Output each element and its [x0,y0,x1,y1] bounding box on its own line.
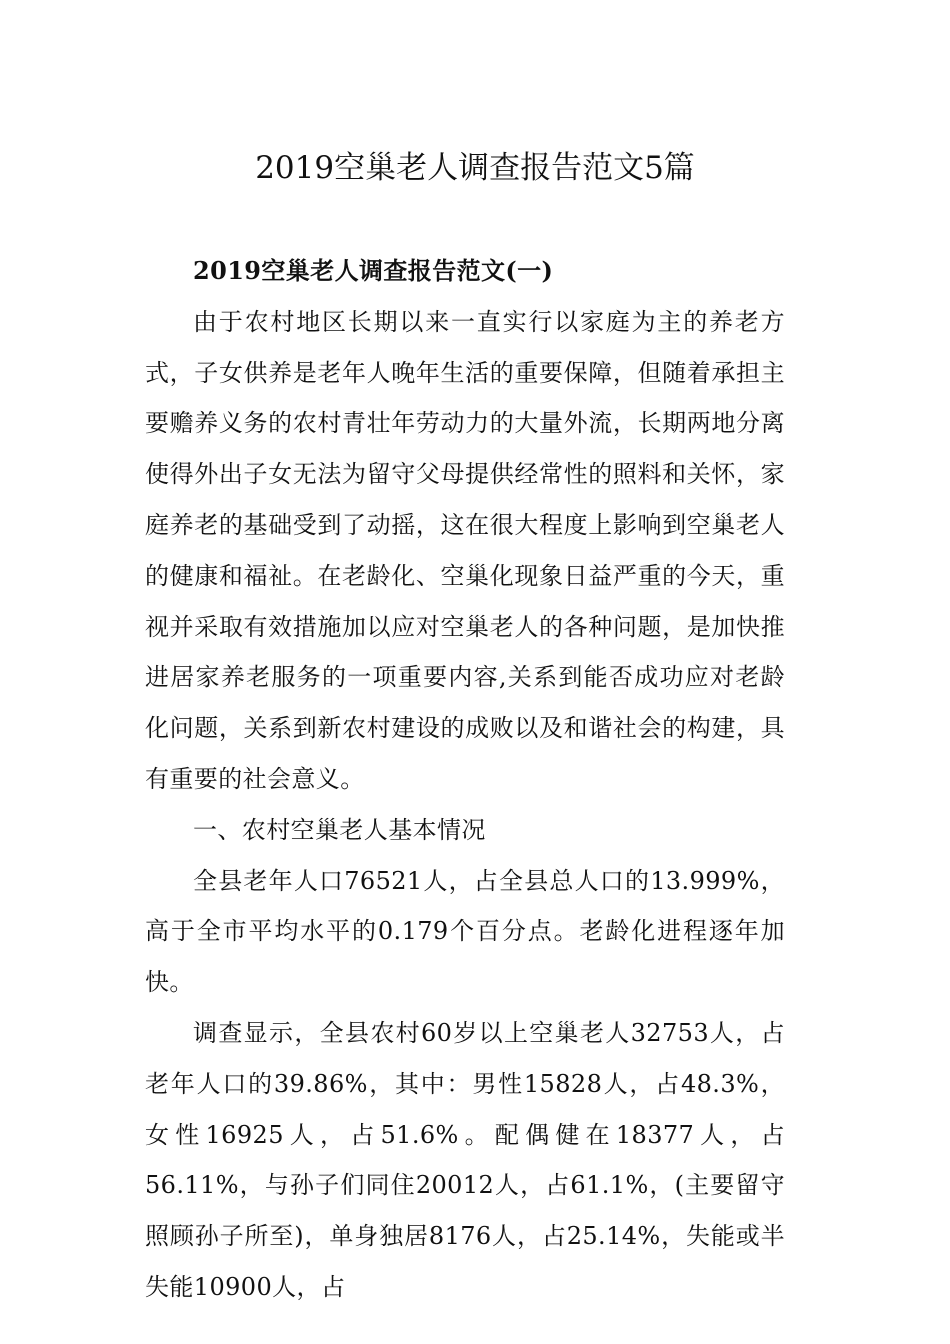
document-title: 2019空巢老人调查报告范文5篇 [255,150,695,186]
report-subtitle: 2019空巢老人调查报告范文(一) [193,256,554,285]
document-body [145,246,785,1313]
section-heading-basic-situation: 一、农村空巢老人基本情况 [193,815,486,844]
population-paragraph: 全县老年人口76521人，占全县总人口的13.999%，高于全市平均水平的0.179个百分点。老龄化进程逐年加快。 [145,866,785,997]
survey-paragraph: 调查显示，全县农村60岁以上空巢老人32753人，占老年人口的39.86%，其中：男性15828人，占48.3%，女性16925人，占51.6%。配偶健在18377人，占56.11%，与孙子们同住20012人，占61.1%，(主要留守照顾孙子所至)，单身独居8176人，占25.14%，失能或半失能10900人，占 [145,1018,785,1301]
intro-paragraph: 由于农村地区长期以来一直实行以家庭为主的养老方式，子女供养是老年人晚年生活的重要保障，但随着承担主要赡养义务的农村青壮年劳动力的大量外流，长期两地分离使得外出子女无法为留守父母提供经常性的照料和关怀，家庭养老的基础受到了动摇，这在很大程度上影响到空巢老人的健康和福祉。在老龄化、空巢化现象日益严重的今天，重视并采取有效措施加以应对空巢老人的各种问题，是加快推进居家养老服务的一项重要内容,关系到能否成功应对老龄化问题，关系到新农村建设的成败以及和谐社会的构建，具有重要的社会意义。 [145,307,785,793]
